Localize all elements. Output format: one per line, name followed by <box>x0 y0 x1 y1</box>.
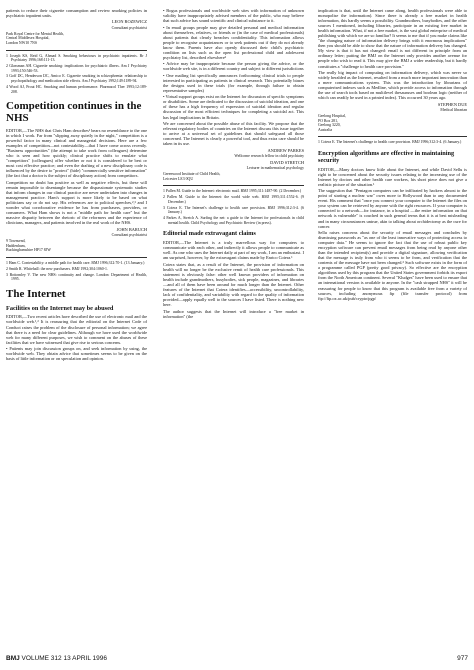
author-name: JOHN BARUCH <box>116 226 147 232</box>
reference-list <box>6 54 147 95</box>
reference: 3 Goff DC, Henderson DC, Amico E. Cigarette smoking in schizophrenia: relationship to psychopathology and medication side effects. Am J Psychiatry 1992;149:1189-94. <box>6 74 147 84</box>
author-name: LEON ROZEWICZ <box>111 19 147 25</box>
author-title: Consultant psychiatrist <box>111 233 147 238</box>
reference-list <box>318 140 467 145</box>
reference: 2 Pallen M. Guide to the Internet: the world wide web. BMJ 1995;311:1552-6. (9 December.) <box>163 195 304 204</box>
author-address <box>163 172 304 181</box>
author-name: ANDREW PARKES <box>267 147 304 153</box>
paragraph: EDITOR,—Many doctors know little about the Internet, and while David Sellu is right to be concerned about the security issues relating to the increasing use of the Internet by doctors and other health care workers, his short piece does not give a realistic picture of the situation.¹ <box>318 166 467 187</box>
author-address <box>318 114 467 132</box>
bullet-item: • Bogus professionals and worldwide web sites with information of unknown validity have inappropriately advised members of the public, who may believe that such advice has sound scientific and clinical substance to it. <box>163 8 304 23</box>
column-right <box>318 8 467 302</box>
reference: 1 Coiera E. The Internet's challenge to health care provision. BMJ 1996;312:3-4. (6 January.) <box>318 140 462 145</box>
page-number: 977 <box>457 655 468 662</box>
address-line: Central Middlesex Hospital, <box>6 36 50 41</box>
paragraph: Competition no doubt has positive as well as negative effects, but these will remain impossible to disentangle because the dispassionate systematic studies that inform changes in our clinical practice are never undertaken into changes in management practice. Ham's support is more likely to be based on what politicians say or do not say. His references are to political speeches,²,³ and I wonder what corroborative evidence he has from purchasers, providers, or consumers. What Ham shows is not a "middle path for health care" but the massive disparity between the rhetoric of the reformers and the experience of clinicians, managers, and patients involved in the real work of the NHS. <box>6 179 147 226</box>
bullet-item: • One mailing list specifically announces forthcoming clinical trials to people interested in participating as patients in clinical research. This potentially biases the designs used in these trials (for example, through failure to obtain representative samples) <box>163 73 304 93</box>
section-heading: The Internet <box>6 287 66 300</box>
subsection-heading: Encryption algorithms are effective in maintaining security <box>318 149 455 164</box>
divider <box>6 50 147 51</box>
reference: 3 Coiera E. The Internet's challenge to health care provision. BMJ 1996;312:3-4. (6 January.) <box>163 205 304 215</box>
paragraph: Coiera states that, as a result of the Internet, the provision of information on health will no longer be the exclusive remit of health care professionals. This statement is obviously false: other well known providers of information on health include grandmothers, busybodies, sick people, magazines, and libraries—and all of them have been around for much longer than the Internet. Other features of the Internet that Coiera identifies—accessibility, uncontrollability, lack of confidentiality, and variability with regard to the quality of information provided—apply equally well to the sources I have listed. There is nothing new here. <box>163 261 304 308</box>
paragraph: EDITOR,—The NHS that Chris Ham describes¹ bears no resemblance to the one in which I work. Far from "slipping away quietly in the night," competition is a powerful factor in many clinical and managerial decisions. Here are a few examples of competition—not contestability—that I have come across recently. "Business opportunities" (the attempt to take work from colleagues) determine who is seen and how quickly; clinical practice shifts to emulate what "competitors" (colleagues) offer whether or not it is considered to be best or most cost effective practice; and even the drafting of a new disciplinary code is influenced by the desire to "protect" (hide) "commercially sensitive information" (the fact that a doctor is the subject of disciplinary action) from competitors. <box>6 128 147 179</box>
reference: 2 Smith R. Whitehall: the new purchasers. BMJ 1992;304:1060-1. <box>6 266 108 271</box>
section-heading: Competition continues in the NHS <box>6 100 142 125</box>
journal-name: BMJ <box>6 655 20 662</box>
issue-date: 13 APRIL 1996 <box>63 655 107 662</box>
address-line: Park Royal Centre for Mental Health, <box>6 31 64 36</box>
divider <box>318 136 467 137</box>
bullet-item: • Virtual support groups exist on the Internet for discussion of specific symptoms or disabilities. Some are dedicated to the discussion of suicidal ideation, and one of these has a high frequency of expression of suicidal ideation and regular discussion of the most efficient techniques for completing a suicidal act. This has legal implications in Britain. <box>163 94 304 119</box>
author-title: Medical librarian <box>440 108 467 113</box>
reference: 1 Pallen M. Guide to the Internet: electronic mail. BMJ 1995;311:1487-90. (2 December.) <box>163 189 302 194</box>
divider <box>163 185 304 186</box>
address-line: Geelong 3220, <box>318 123 341 128</box>
author-title: Consultant psychiatrist <box>111 25 147 30</box>
author-title: Wellcome research fellow in child psychiatry <box>234 154 304 158</box>
paragraph: patients to reduce their cigarette consumption and review smoking policies in psychiatric inpatient units. <box>6 8 147 19</box>
bullet-item: • In email groups people may give detailed personal and medical information about themselves, relatives, or friends or (in the case of medical professionals) about patients that clearly breaches confidentiality. This information allows people to recognise acquaintances or to seek patients out if they do not already know them. Parents have also openly discussed their child's psychiatric condition on lists such as the open list professional child and adolescent psychiatry list, described elsewhere³ <box>163 25 304 60</box>
reference: 1 Joseph KS, Reid G, Ahmad S. Smoking behaviours in psychiatric inpatients. Br J Psychiatry 1996;168:111-13. <box>6 53 147 63</box>
address-line: Leicester LE3 0QU <box>163 176 194 181</box>
address-line: Australia <box>318 127 333 132</box>
address-line: Haddenham, <box>6 243 26 248</box>
author-name: DAVID STRETCH <box>270 159 304 165</box>
subsection-heading: Editorial made extravagant claims <box>163 230 256 238</box>
reference: 3 Bottomley V. The new NHS: continuity and change. London: Department of Health, 1995. <box>6 272 147 282</box>
paragraph: The suggestion that "Pentagon computers can be infiltrated by hackers almost to the point of starting a nuclear war" owes more to Hollywood than to any documented event. His comment that "once you connect your computer to the Internet the files on your system can be retrieved by anyone with the right resources. If your computer is connected to a network—for instance, in a hospital —the entire information on that network is vulnerable" is couched in such general terms that it is at best misleading and in many circumstances untrue, akin to talking about orchidectomy as the cure for cancer. <box>318 188 467 229</box>
author-name: STEPHEN DUE <box>437 101 467 107</box>
bullet-item: • Advice may be inappropriate because the person giving the advice, or the worldwide web site, is in a different country and subject to different jurisdictions <box>163 61 304 71</box>
address-line: 9 Townsend, <box>6 239 26 244</box>
paragraph: The author suggests that the Internet will introduce a "free market in information" (the <box>163 308 304 319</box>
address-line: London NW10 7NS <box>6 40 37 45</box>
reference-list <box>6 261 147 282</box>
volume: VOLUME 312 <box>21 655 62 662</box>
column-middle <box>163 8 304 320</box>
bullet-item: • Patients may join discussion groups on, and seek information by using, the worldwide web. They obtain advice that sometimes seems to be given on the basis of little information or on speculation and opinion. <box>6 346 147 361</box>
paragraph: Sellu raises concerns about the security of email messages and concludes by dismissing passwords as "as one of the least innovative ways of protecting access to computer data." He seems to ignore the fact that the use of robust public key encryption software can prevent email messages from being read by anyone other than the intended recipient(s) and provide a digital signature, allowing verification that the message is truly from who it seems to be from, and verification that the contents of the message have not been changed.² Such software exists in the form of a programme called PGP (pretty good privacy). So effective are the encryption algorithms used by this program that the United States government forbids its export from the North American continent. Several "Kludges" have been used to ensure that an international version is available to anyone. In the "cash strapped NHS" it will be reassuring for people to know that this program is available free from a variety of sources, including anonymous ftp (file transfer protocol) from ftp://ftp.ox.ac.uk/pub/crypto/pgp/ <box>318 229 467 301</box>
address-line: Geelong Hospital, <box>318 114 346 118</box>
paragraph: The really big impact of computing on information delivery, which was never so widely heralded as the Internet, resulted from a much more important innovation than a mere communications system. This was the introduction by librarians of computerised indexes such as Medline, which provide access to information through the use of search tools based on multilevel thesauruses and boolean logic (neither of which can readily be used in a printed index). This occurred 30 years ago. <box>318 69 467 101</box>
reference: 4 Wood AJ, Prout HC. Smoking and human performance. Pharmacol Ther 1993;12:189-208. <box>6 84 147 94</box>
address-line: Greenwood Institute of Child Health, <box>163 172 221 177</box>
paragraph: EDITOR,—Two recent articles have described the use of electronic mail and the worldwide web.¹,² It is reassuring that the editorial on the Internet Code of Conduct raises the problem of the disclosure of personal information; we agree that there is a need for clear guidelines. Although we have used the worldwide web for many different purposes, we wish to comment on the abuses of these facilities that we have witnessed that give rise to serious concerns. <box>6 314 147 345</box>
paragraph: EDITOR,—The Internet is a truly marvellous way for computers to communicate with each other, and indirectly it allows people to communicate as well. As one who uses the Internet daily at part of my work, I am an enthusiast. I am surprised, however, by the extravagant claims made by Enrico Coiera.¹ <box>163 240 304 261</box>
paragraph: We are concerned about the possible abuse of this facility. We propose that the relevant regulatory bodies of countries on the Internet discuss this issue together to arrive at a universal set of guidelines that should safeguard all those concerned. The Internet is clearly a powerful tool, and thus extra care should be taken in its use. <box>163 120 304 147</box>
author-title: Lecturer in mathematical psychology <box>246 166 304 171</box>
address-line: PO Box 281, <box>318 118 338 123</box>
author-address <box>6 239 147 253</box>
subsection-heading: Facilities on the Internet may be abused <box>6 304 114 312</box>
footer-citation <box>6 655 107 662</box>
reference: 4 Parkes A, Stretch A. Surfing the net: a guide to the Internet for professionals in child mental health. Child Psychology and Psychiatric Review (in press). <box>163 216 304 225</box>
reference: 1 Ham C. Contestability: a middle path for health care. BMJ 1996;312:70-1. (13 January.) <box>6 260 145 265</box>
reference-list <box>163 189 304 225</box>
paragraph: implication is that, until the Internet came along, health professionals were able to monopolise the information). Since there is already a free market in health information, this hardly seems a possibility. Grandmothers, busybodies, and the other sources I mentioned, including libraries, participate in an existing free market in health information. What, if not a free market, is the vast global enterprise of medical publishing with which we are so familiar? It seems to me that if you make claims like "the changing nature of information delivery brings with it enormous implications" then you should be able to show that the nature of information delivery has changed. My view is that it has not changed: email is not different in principle from an ordinary letter; putting the BMJ on the Internet only provides another avenue for people who wish to read it. This may give the BMJ a wider readership, but it hardly constitutes a "challenge to health care provision." <box>318 8 467 69</box>
reference: 2 Glassman AH. Cigarette smoking: implications for psychiatric illness. Am J Psychiatry 1993;150:546-53. <box>6 63 147 73</box>
address-line: Buckinghamshire HP17 8JW <box>6 248 51 253</box>
divider <box>6 257 147 258</box>
author-address <box>6 32 147 46</box>
column-left <box>6 8 147 363</box>
